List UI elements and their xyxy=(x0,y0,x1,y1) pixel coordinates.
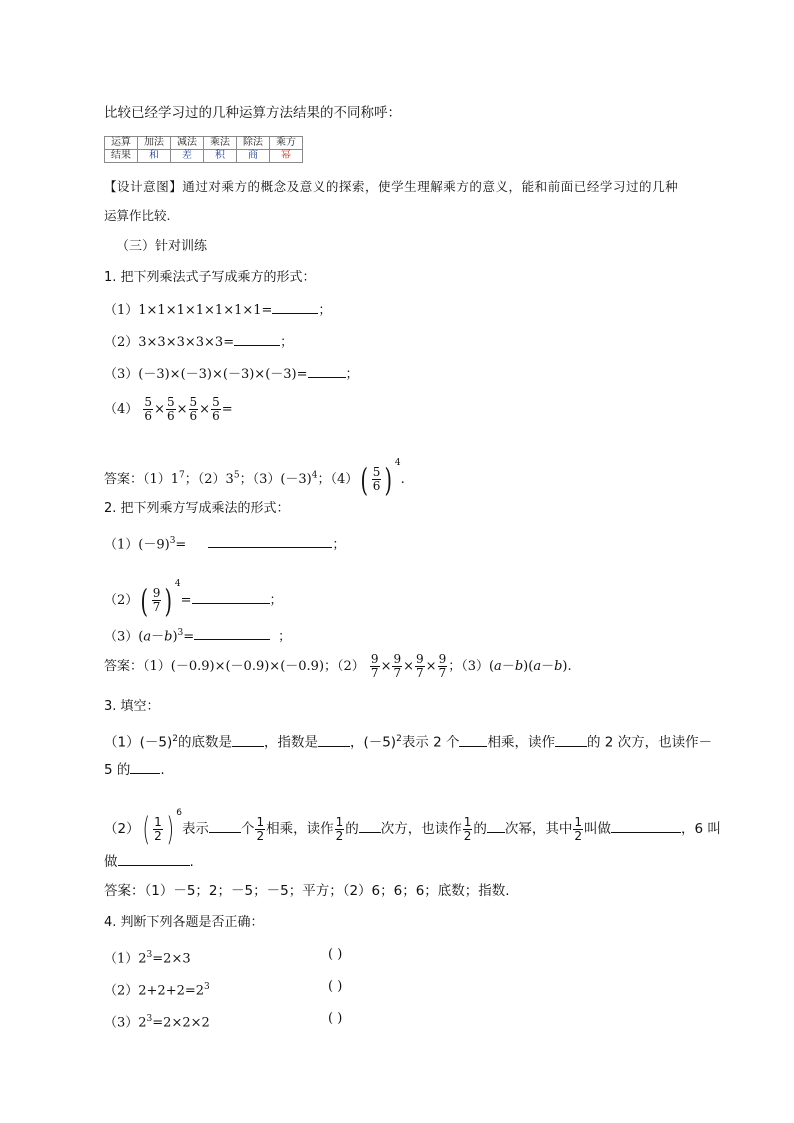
q4-title: 4. 判断下列各题是否正确： xyxy=(104,915,264,930)
answer-blank[interactable] xyxy=(130,761,160,774)
fraction xyxy=(463,816,473,843)
minus-sign: － xyxy=(501,659,515,674)
fraction xyxy=(166,396,176,423)
numerator: 9 xyxy=(416,652,424,666)
table-row xyxy=(105,137,303,150)
numerator: 1 xyxy=(154,814,162,829)
q2-item2 xyxy=(104,569,283,618)
exponent: 2 xyxy=(396,734,402,744)
table-row xyxy=(105,150,303,163)
answer-blank[interactable] xyxy=(487,820,505,833)
q3-line2 xyxy=(104,761,165,779)
numerator: 9 xyxy=(393,652,402,666)
q3-text: 次方，也读作 xyxy=(380,821,462,837)
exponent: 3 xyxy=(177,628,184,638)
answer-blank[interactable] xyxy=(272,301,318,314)
q3-text: 相乘，读作 xyxy=(487,734,555,751)
numerator: 5 xyxy=(144,395,153,409)
table-cell: 运算 xyxy=(105,137,138,150)
times-sign: × xyxy=(154,402,165,417)
section-title: （三）针对训练 xyxy=(116,239,208,254)
q2-item3-text: （3）( xyxy=(104,629,144,645)
numerator: 5 xyxy=(372,465,381,479)
answer-text: ). xyxy=(562,659,572,674)
q4-text: （2）2+2+2=2 xyxy=(104,983,205,999)
q1-item4-label: （4） xyxy=(104,402,139,417)
table-cell: 乘方 xyxy=(270,137,303,150)
q3-text: 做 xyxy=(104,854,118,870)
operations-table xyxy=(104,136,303,163)
close-paren: ) xyxy=(172,629,178,645)
judge-paren[interactable]: ( ) xyxy=(328,1011,343,1026)
semicolon: ； xyxy=(345,367,359,382)
q1-item3-text: （3）(－3)×(－3)×(－3)×(－3)= xyxy=(104,367,308,382)
exponent: 4 xyxy=(311,470,318,481)
fraction xyxy=(392,653,402,680)
answer-text: ；（3）( xyxy=(448,659,495,674)
q3-line3 xyxy=(104,798,721,846)
variable-a: a xyxy=(143,629,152,645)
judge-paren[interactable]: ( ) xyxy=(328,979,343,994)
right-paren: ) xyxy=(164,581,173,620)
variable-a: a xyxy=(533,659,542,674)
table-cell: 除法 xyxy=(237,137,270,150)
table-cell: 减法 xyxy=(171,137,204,150)
answer-blank[interactable] xyxy=(194,627,270,640)
denominator: 2 xyxy=(154,828,162,843)
q4-text: =2×2×2 xyxy=(152,1015,210,1031)
left-paren: ( xyxy=(360,460,369,499)
q3-text: 个 xyxy=(240,821,255,837)
answer-blank[interactable] xyxy=(459,734,487,747)
equals-sign: = xyxy=(183,629,195,645)
design-intent-line1: 【设计意图】通过对乘方的概念及意义的探索，使学生理解乘方的意义，能和前面已经学习过的几种 xyxy=(104,179,679,194)
q4-item3 xyxy=(104,1010,210,1032)
q2-item2-label: （2） xyxy=(104,593,139,608)
q1-item2-text: （2）3×3×3×3×3= xyxy=(104,335,235,350)
fraction xyxy=(415,653,425,680)
numerator: 1 xyxy=(463,814,472,829)
period: . xyxy=(400,472,405,487)
table-cell: 加法 xyxy=(138,137,171,150)
times-sign: × xyxy=(380,659,392,674)
answer-text: 答案：（1）(－0.9)×(－0.9)×(－0.9)；（2） xyxy=(104,659,365,674)
denominator: 6 xyxy=(166,409,175,423)
table-cell: 商 xyxy=(237,150,270,163)
numerator: 1 xyxy=(574,814,582,829)
denominator: 7 xyxy=(152,600,161,614)
judge-paren[interactable]: ( ) xyxy=(328,947,343,962)
answer-blank[interactable] xyxy=(555,734,587,747)
q1-item4 xyxy=(104,395,233,425)
variable-b: b xyxy=(554,659,563,674)
left-paren: ( xyxy=(142,810,150,848)
times-sign: × xyxy=(176,402,188,417)
variable-b: b xyxy=(514,659,524,674)
numerator: 5 xyxy=(212,395,220,409)
table-cell: 结果 xyxy=(105,150,138,163)
left-paren: ( xyxy=(140,581,149,620)
answer-blank[interactable] xyxy=(308,365,346,378)
fraction xyxy=(573,816,583,843)
answer-text: ；（3）(－3) xyxy=(239,472,312,487)
q3-text: 的 xyxy=(473,821,487,837)
fraction xyxy=(152,587,162,614)
q3-title: 3. 填空： xyxy=(104,699,160,714)
table-cell: 乘法 xyxy=(204,137,237,150)
minus-sign: － xyxy=(541,659,555,674)
exponent: 6 xyxy=(176,808,182,818)
answer-blank[interactable] xyxy=(234,333,280,346)
exponent: 3 xyxy=(169,536,176,546)
q3-line1 xyxy=(104,730,712,752)
q4-text: （1）2 xyxy=(104,951,147,967)
fraction xyxy=(372,466,382,493)
answer-text: 答案：（1）1 xyxy=(104,472,180,487)
exponent: 3 xyxy=(146,1014,153,1024)
exponent: 2 xyxy=(172,734,178,744)
q4-text: （3）2 xyxy=(104,1015,147,1031)
q2-item1-text: （1）(－9) xyxy=(104,537,170,553)
numerator: 5 xyxy=(189,395,198,409)
denominator: 2 xyxy=(256,828,265,843)
fraction xyxy=(370,653,380,680)
q1-item1 xyxy=(104,301,331,320)
denominator: 6 xyxy=(144,409,153,423)
exponent: 4 xyxy=(174,579,181,589)
semicolon: ； xyxy=(332,537,346,553)
answer-blank[interactable] xyxy=(318,734,350,747)
q3-text: 5 的 xyxy=(104,762,131,778)
times-sign: × xyxy=(199,402,211,417)
semicolon: ； xyxy=(269,593,283,608)
denominator: 2 xyxy=(574,828,582,843)
period: . xyxy=(189,854,194,870)
right-paren: ) xyxy=(384,460,393,499)
q3-answer: 答案：（1）－5；2；－5；－5；平方；（2）6；6；6；底数；指数. xyxy=(104,883,510,899)
numerator: 9 xyxy=(370,652,379,666)
exponent: 4 xyxy=(394,458,401,468)
numerator: 1 xyxy=(256,814,265,829)
semicolon: ； xyxy=(280,335,294,350)
answer-blank[interactable] xyxy=(611,820,681,833)
close-paren: ) xyxy=(523,659,529,674)
design-intent-line2: 运算作比较. xyxy=(104,208,171,223)
q2-item1 xyxy=(104,532,345,554)
table-cell: 差 xyxy=(171,150,204,163)
table-cell: 和 xyxy=(138,150,171,163)
equals-sign: = xyxy=(221,402,233,417)
denominator: 2 xyxy=(463,828,472,843)
numerator: 1 xyxy=(335,814,344,829)
answer-blank[interactable] xyxy=(118,853,190,866)
answer-blank[interactable] xyxy=(208,535,332,548)
q3-text: ，6 叫 xyxy=(681,821,721,837)
q3-text: （1）(－5) xyxy=(104,734,173,751)
semicolon: ； xyxy=(318,303,332,318)
fraction xyxy=(189,396,199,423)
fraction xyxy=(438,653,448,680)
equals-sign: = xyxy=(175,537,187,553)
numerator: 5 xyxy=(166,395,175,409)
q3-text: 次幂，其中 xyxy=(504,821,573,837)
q1-item3 xyxy=(104,365,359,384)
q2-item3 xyxy=(104,624,291,646)
q1-item2 xyxy=(104,333,293,352)
denominator: 7 xyxy=(370,666,379,680)
variable-a: a xyxy=(494,659,502,674)
fraction xyxy=(255,816,265,843)
q3-text: 的 2 次方，也读作－ xyxy=(586,734,713,751)
period: . xyxy=(160,762,165,778)
answer-blank[interactable] xyxy=(192,591,270,604)
equals-sign: = xyxy=(180,593,192,608)
denominator: 7 xyxy=(438,666,447,680)
fraction xyxy=(153,816,163,843)
q3-text: ，(－5) xyxy=(349,734,397,751)
q1-answer xyxy=(104,448,405,497)
numerator: 9 xyxy=(152,586,161,600)
answer-blank[interactable] xyxy=(209,820,241,833)
fraction xyxy=(335,816,345,843)
intro-text: 比较已经学习过的几种运算方法结果的不同称呼： xyxy=(104,105,401,121)
exponent: 3 xyxy=(204,982,210,992)
q1-item1-text: （1）1×1×1×1×1×1×1= xyxy=(104,303,273,318)
answer-blank[interactable] xyxy=(359,820,381,833)
table-cell: 积 xyxy=(204,150,237,163)
variable-b: b xyxy=(164,629,173,645)
answer-text: ；（4） xyxy=(317,472,359,487)
denominator: 7 xyxy=(416,666,424,680)
denominator: 2 xyxy=(335,828,344,843)
q4-item2 xyxy=(104,978,210,1000)
exponent: 7 xyxy=(179,470,185,481)
answer-text: ；（2）3 xyxy=(184,472,234,487)
exponent: 5 xyxy=(233,470,240,481)
times-sign: × xyxy=(403,659,415,674)
q3-text: 叫做 xyxy=(584,821,611,837)
fraction xyxy=(143,396,153,423)
q3-text: ，指数是 xyxy=(263,734,318,751)
q3-text: 表示 2 个 xyxy=(401,734,460,751)
denominator: 6 xyxy=(189,409,198,423)
q3-text: 的底数是 xyxy=(177,734,232,751)
fraction xyxy=(211,396,221,423)
q3-text: 相乘，读作 xyxy=(266,821,334,837)
q3-line4 xyxy=(104,853,194,871)
denominator: 6 xyxy=(212,409,220,423)
table-cell: 幂 xyxy=(270,150,303,163)
q3-text: （2） xyxy=(104,821,140,837)
q2-title: 2. 把下列乘方写成乘法的形式： xyxy=(104,501,290,516)
minus-sign: － xyxy=(151,629,165,645)
exponent: 3 xyxy=(146,950,153,960)
q3-text: 表示 xyxy=(181,821,209,837)
q4-text: =2×3 xyxy=(152,951,191,967)
denominator: 6 xyxy=(372,479,381,493)
q1-title: 1. 把下列乘法式子写成乘方的形式： xyxy=(104,270,316,285)
semicolon: ； xyxy=(278,629,292,645)
numerator: 9 xyxy=(438,652,447,666)
q4-item1 xyxy=(104,946,191,968)
answer-blank[interactable] xyxy=(232,734,264,747)
q3-text: 的 xyxy=(345,821,359,837)
right-paren: ) xyxy=(166,810,174,848)
q2-answer: 答案：（1）(－0.9)×(－0.9)×(－0.9)；（2） $\frac{9}{7}$ × $\frac{9}{7}$ × $\frac{9}{7}$ × $\frac{9}{7}$ ；（3）(a－b)(a－b). xyxy=(104,652,572,680)
denominator: 7 xyxy=(393,666,402,680)
times-sign: × xyxy=(425,659,437,674)
